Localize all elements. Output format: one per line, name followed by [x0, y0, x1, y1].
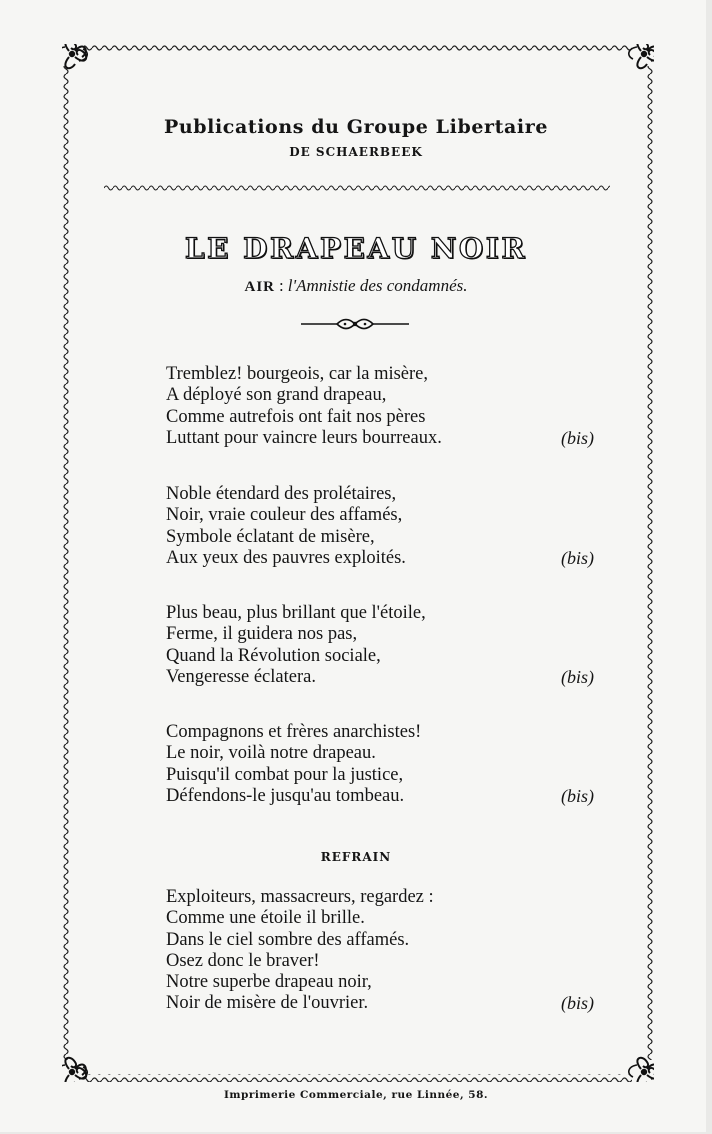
refrain-line: Exploiteurs, massacreurs, regardez : — [166, 887, 434, 907]
verse-line: Puisqu'il combat pour la justice, — [166, 764, 404, 785]
verse-line: Tremblez! bourgeois, car la misère, — [166, 364, 429, 384]
refrain — [166, 887, 596, 1015]
verse-line-text: Vengeresse éclatera. — [166, 666, 316, 687]
verse-line-text: Défendons-le jusqu'au tombeau. — [166, 785, 405, 806]
air-separator: : — [279, 276, 284, 295]
stanza-3 — [166, 603, 596, 688]
verse-line — [166, 428, 596, 449]
refrain-line: Dans le ciel sombre des affamés. — [166, 929, 410, 950]
air-label: AIR — [244, 279, 276, 295]
verse-line-text: Aux yeux des pauvres exploités. — [166, 547, 406, 568]
refrain-line: Notre superbe drapeau noir, — [166, 972, 372, 993]
verse-line-text: Luttant pour vaincre leurs bourreaux. — [166, 427, 442, 448]
verse-line: Plus beau, plus brillant que l'étoile, — [166, 603, 426, 623]
publisher-title: Publications du Groupe Libertaire — [163, 116, 549, 138]
repeat-mark: (bis) — [561, 547, 594, 568]
stanza-4 — [166, 722, 596, 807]
air-line — [0, 276, 712, 296]
refrain-line: Comme une étoile il brille. — [166, 908, 365, 929]
verse-line: Quand la Révolution sociale, — [166, 645, 381, 666]
verse-line: Symbole éclatant de misère, — [166, 526, 375, 547]
verse-line: Noble étendard des prolétaires, — [166, 484, 397, 504]
printer-imprint: Imprimerie Commerciale, rue Linnée, 58. — [223, 1089, 489, 1101]
verse-line: Comme autrefois ont fait nos pères — [166, 406, 426, 427]
publisher-subtitle: DE SCHAERBEEK — [289, 145, 423, 159]
verse-line — [166, 548, 596, 569]
refrain-line-text: Noir de misère de l'ouvrier. — [166, 993, 369, 1014]
verse-line: Compagnons et frères anarchistes! — [166, 722, 422, 742]
verse-line: A déployé son grand drapeau, — [166, 385, 387, 406]
stanza-2 — [166, 484, 596, 569]
song-title: LE DRAPEAU NOIR — [184, 232, 528, 265]
refrain-line: Osez donc le braver! — [166, 950, 320, 971]
verse-line: Noir, vraie couleur des affamés, — [166, 505, 403, 526]
header-divider — [104, 183, 610, 193]
repeat-mark: (bis) — [561, 666, 594, 687]
refrain-line — [166, 993, 596, 1014]
flourish-divider — [299, 318, 411, 330]
air-text: l'Amnistie des condamnés. — [287, 276, 468, 295]
stanza-1 — [166, 364, 596, 449]
refrain-label: REFRAIN — [320, 850, 392, 864]
verse-line: Ferme, il guidera nos pas, — [166, 624, 358, 645]
repeat-mark: (bis) — [561, 993, 594, 1014]
repeat-mark: (bis) — [561, 427, 594, 448]
verse-line: Le noir, voilà notre drapeau. — [166, 743, 376, 764]
verse-line — [166, 667, 596, 688]
verse-line — [166, 786, 596, 807]
repeat-mark: (bis) — [561, 785, 594, 806]
